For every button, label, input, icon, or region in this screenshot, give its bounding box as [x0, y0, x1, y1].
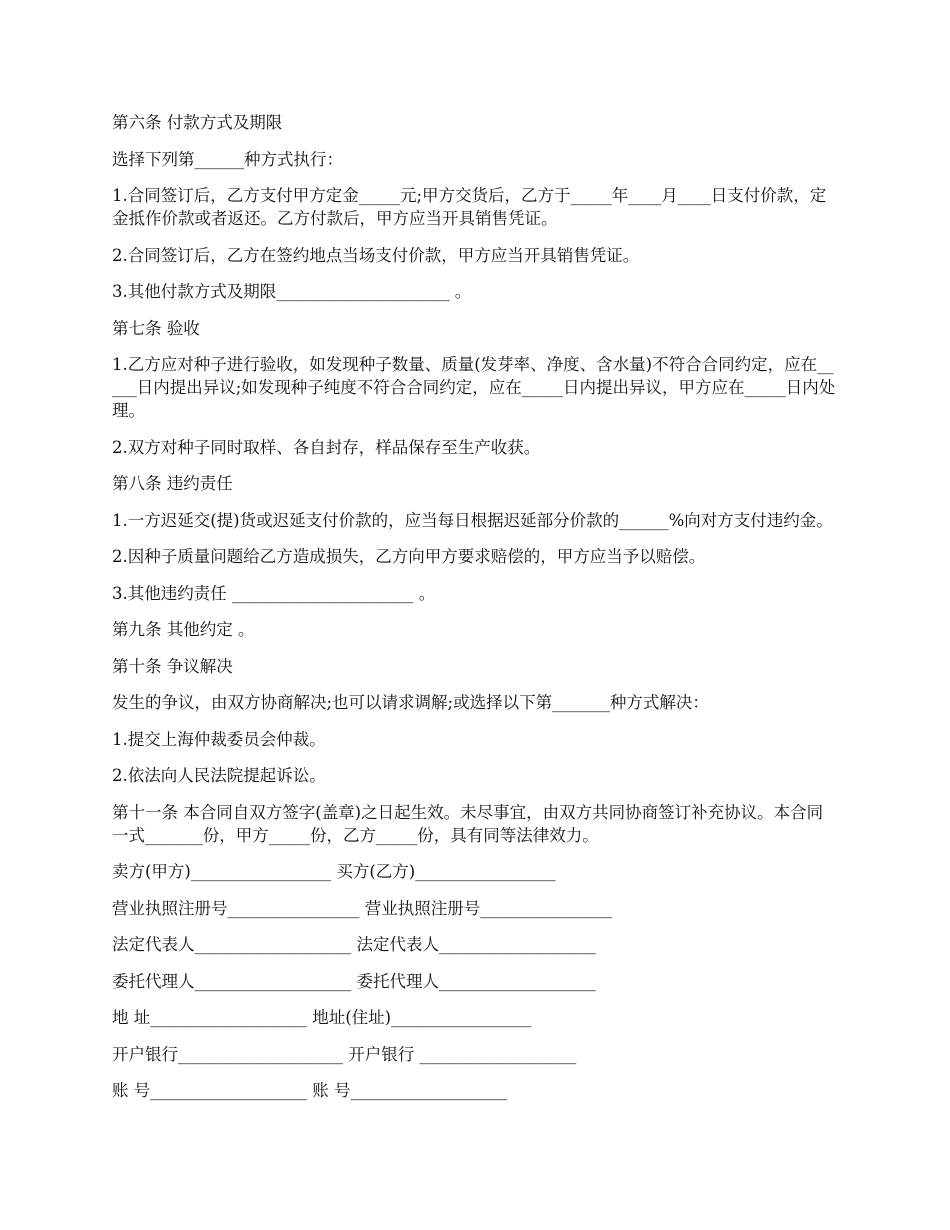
payment-option-1: 1.合同签订后，乙方支付甲方定金_____元;甲方交货后，乙方于_____年____月____日支付价款，定金抵作价款或者返还。乙方付款后，甲方应当开具销售凭证。	[112, 186, 827, 228]
liability-clause-3: 3.其他违约责任 ______________________ 。	[112, 583, 436, 603]
signature-legal-representative: 法定代表人___________________ 法定代表人___________________	[112, 935, 596, 954]
article-10-heading: 第十条 争议解决	[112, 656, 233, 676]
article-11-effectiveness: 第十一条 本合同自双方签字(盖章)之日起生效。未尽事宜，由双方共同协商签订补充协议。本合同一式_______份，甲方_____份，乙方_____份，具有同等法律效力。	[112, 802, 824, 845]
liability-clause-2: 2.因种子质量问题给乙方造成损失，乙方向甲方要求赔偿的，甲方应当予以赔偿。	[112, 547, 706, 566]
dispute-intro: 发生的争议，由双方协商解决;也可以请求调解;或选择以下第_______种方式解决：	[112, 693, 709, 712]
dispute-option-1: 1.提交上海仲裁委员会仲裁。	[112, 729, 326, 749]
signature-account-number: 账 号___________________ 账 号___________________	[112, 1081, 508, 1100]
liability-clause-1: 1.一方迟延交(提)货或迟延支付价款的，应当每日根据迟延部分价款的______%向对方支付违约金。	[112, 510, 833, 530]
inspection-clause-1: 1.乙方应对种子进行验收，如发现种子数量、质量(发芽率、净度、含水量)不符合合同约定，应在_____日内提出异议;如发现种子纯度不符合合同约定，应在_____日内提出异议，甲方应在_____日内处理。	[112, 355, 836, 420]
signature-address: 地 址___________________ 地址(住址)_________________	[112, 1008, 532, 1027]
payment-option-3: 3.其他付款方式及期限_____________________ 。	[112, 282, 472, 301]
signature-bank: 开户银行____________________ 开户银行 ___________________	[112, 1044, 577, 1064]
payment-option-2: 2.合同签订后，乙方在签约地点当场支付价款，甲方应当开具销售凭证。	[112, 245, 640, 265]
article-7-heading: 第七条 验收	[112, 318, 200, 338]
signature-seller-buyer: 卖方(甲方)_________________ 买方(乙方)_________________	[112, 862, 556, 881]
payment-choice-line: 选择下列第______种方式执行：	[112, 149, 343, 169]
article-9-heading: 第九条 其他约定 。	[112, 620, 255, 639]
signature-authorized-agent: 委托代理人___________________ 委托代理人___________________	[112, 971, 596, 991]
article-6-heading: 第六条 付款方式及期限	[112, 113, 283, 132]
inspection-clause-2: 2.双方对种子同时取样、各自封存，样品保存至生产收获。	[112, 437, 541, 457]
signature-business-license: 营业执照注册号________________ 营业执照注册号________________	[112, 898, 613, 918]
dispute-option-2: 2.依法向人民法院提起诉讼。	[112, 766, 326, 785]
contract-page	[112, 111, 838, 1116]
article-8-heading: 第八条 违约责任	[112, 474, 233, 493]
